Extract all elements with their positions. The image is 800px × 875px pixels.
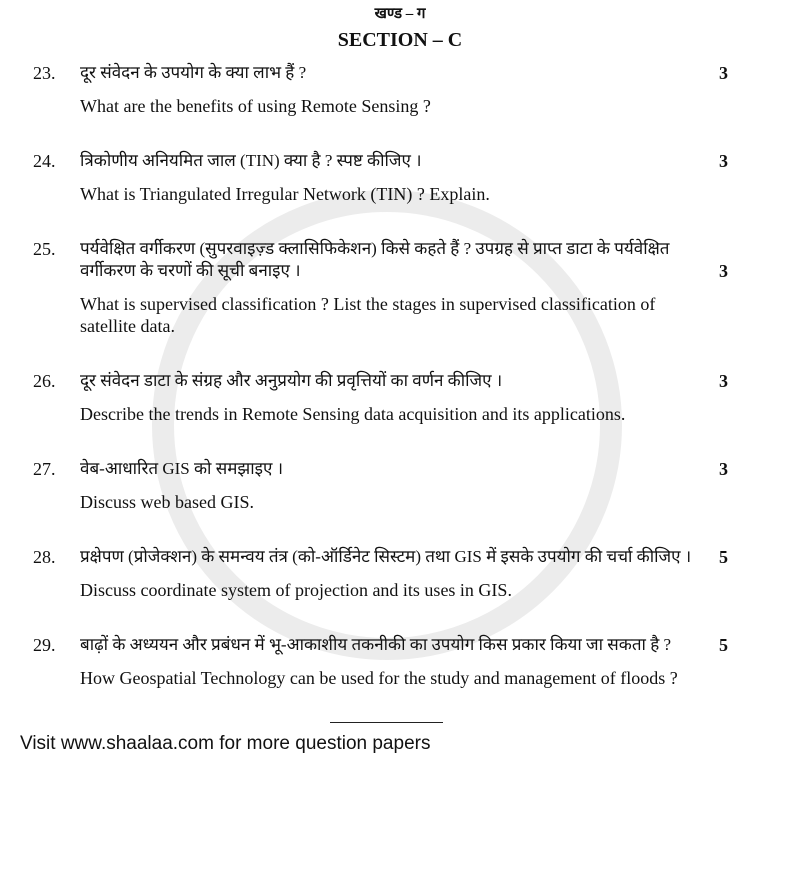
question-27 xyxy=(0,458,767,513)
question-number: 24. xyxy=(33,151,56,171)
question-english xyxy=(80,491,767,513)
end-rule xyxy=(330,722,443,723)
hindi-line: पर्यवेक्षित वर्गीकरण (सुपरवाइज़्ड क्लासिफिकेशन) किसे कहते हैं ? उपग्रह से प्राप्त डाटा के पर्यवेक्षित xyxy=(80,239,670,258)
section-title: SECTION – C xyxy=(337,29,463,51)
question-number: 28. xyxy=(33,547,56,567)
question-marks: 3 xyxy=(719,63,728,83)
hindi-line: दूर संवेदन के उपयोग के क्या लाभ हैं ? xyxy=(80,63,307,82)
english-line: What are the benefits of using Remote Sensing ? xyxy=(80,96,431,116)
hindi-line: दूर संवेदन डाटा के संग्रह और अनुप्रयोग की प्रवृत्तियों का वर्णन कीजिए । xyxy=(80,371,503,390)
english-line: satellite data. xyxy=(80,316,175,336)
question-25 xyxy=(0,238,767,337)
question-hindi xyxy=(80,62,719,84)
question-28 xyxy=(0,546,767,601)
question-marks: 3 xyxy=(719,151,728,171)
hindi-line: त्रिकोणीय अनियमित जाल (TIN) क्या है ? स्पष्ट कीजिए । xyxy=(80,151,422,170)
english-line: How Geospatial Technology can be used for the study and management of floods ? xyxy=(80,668,678,688)
hindi-line: प्रक्षेपण (प्रोजेक्शन) के समन्वय तंत्र (को-ऑर्डिनेट सिस्टम) तथा GIS में इसके उपयोग की चर्चा कीजिए । xyxy=(80,547,692,566)
question-hindi xyxy=(80,150,719,172)
question-hindi xyxy=(80,238,719,282)
question-marks: 5 xyxy=(719,547,728,567)
question-number: 26. xyxy=(33,371,56,391)
question-english xyxy=(80,183,767,205)
question-english xyxy=(80,667,767,689)
english-line: What is Triangulated Irregular Network (TIN) ? Explain. xyxy=(80,184,490,204)
footer-link[interactable]: Visit www.shaalaa.com for more question papers xyxy=(20,733,431,754)
english-line: Describe the trends in Remote Sensing data acquisition and its applications. xyxy=(80,404,626,424)
english-line: Discuss coordinate system of projection and its uses in GIS. xyxy=(80,580,512,600)
hindi-section-title: खण्ड – ग xyxy=(374,6,426,22)
hindi-line: बाढ़ों के अध्ययन और प्रबंधन में भू-आकाशीय तकनीकी का उपयोग किस प्रकार किया जा सकता है ? xyxy=(80,635,672,654)
question-english xyxy=(80,403,767,425)
question-marks: 3 xyxy=(719,459,728,479)
question-marks: 5 xyxy=(719,635,728,655)
english-line: Discuss web based GIS. xyxy=(80,492,254,512)
question-29 xyxy=(0,634,767,689)
question-english xyxy=(80,579,767,601)
hindi-line: वर्गीकरण के चरणों की सूची बनाइए । xyxy=(80,261,301,280)
question-hindi xyxy=(80,634,719,656)
english-line: What is supervised classification ? List the stages in supervised classification of xyxy=(80,294,656,314)
question-number: 25. xyxy=(33,239,56,259)
question-marks: 3 xyxy=(719,261,728,281)
question-hindi xyxy=(80,458,719,480)
question-hindi xyxy=(80,370,719,392)
question-number: 27. xyxy=(33,459,56,479)
question-24 xyxy=(0,150,767,205)
question-english xyxy=(80,293,767,337)
question-number: 29. xyxy=(33,635,56,655)
question-marks: 3 xyxy=(719,371,728,391)
question-number: 23. xyxy=(33,63,56,83)
hindi-line: वेब-आधारित GIS को समझाइए । xyxy=(80,459,284,478)
question-hindi xyxy=(80,546,719,568)
question-23 xyxy=(0,62,767,117)
question-26 xyxy=(0,370,767,425)
question-english xyxy=(80,95,767,117)
